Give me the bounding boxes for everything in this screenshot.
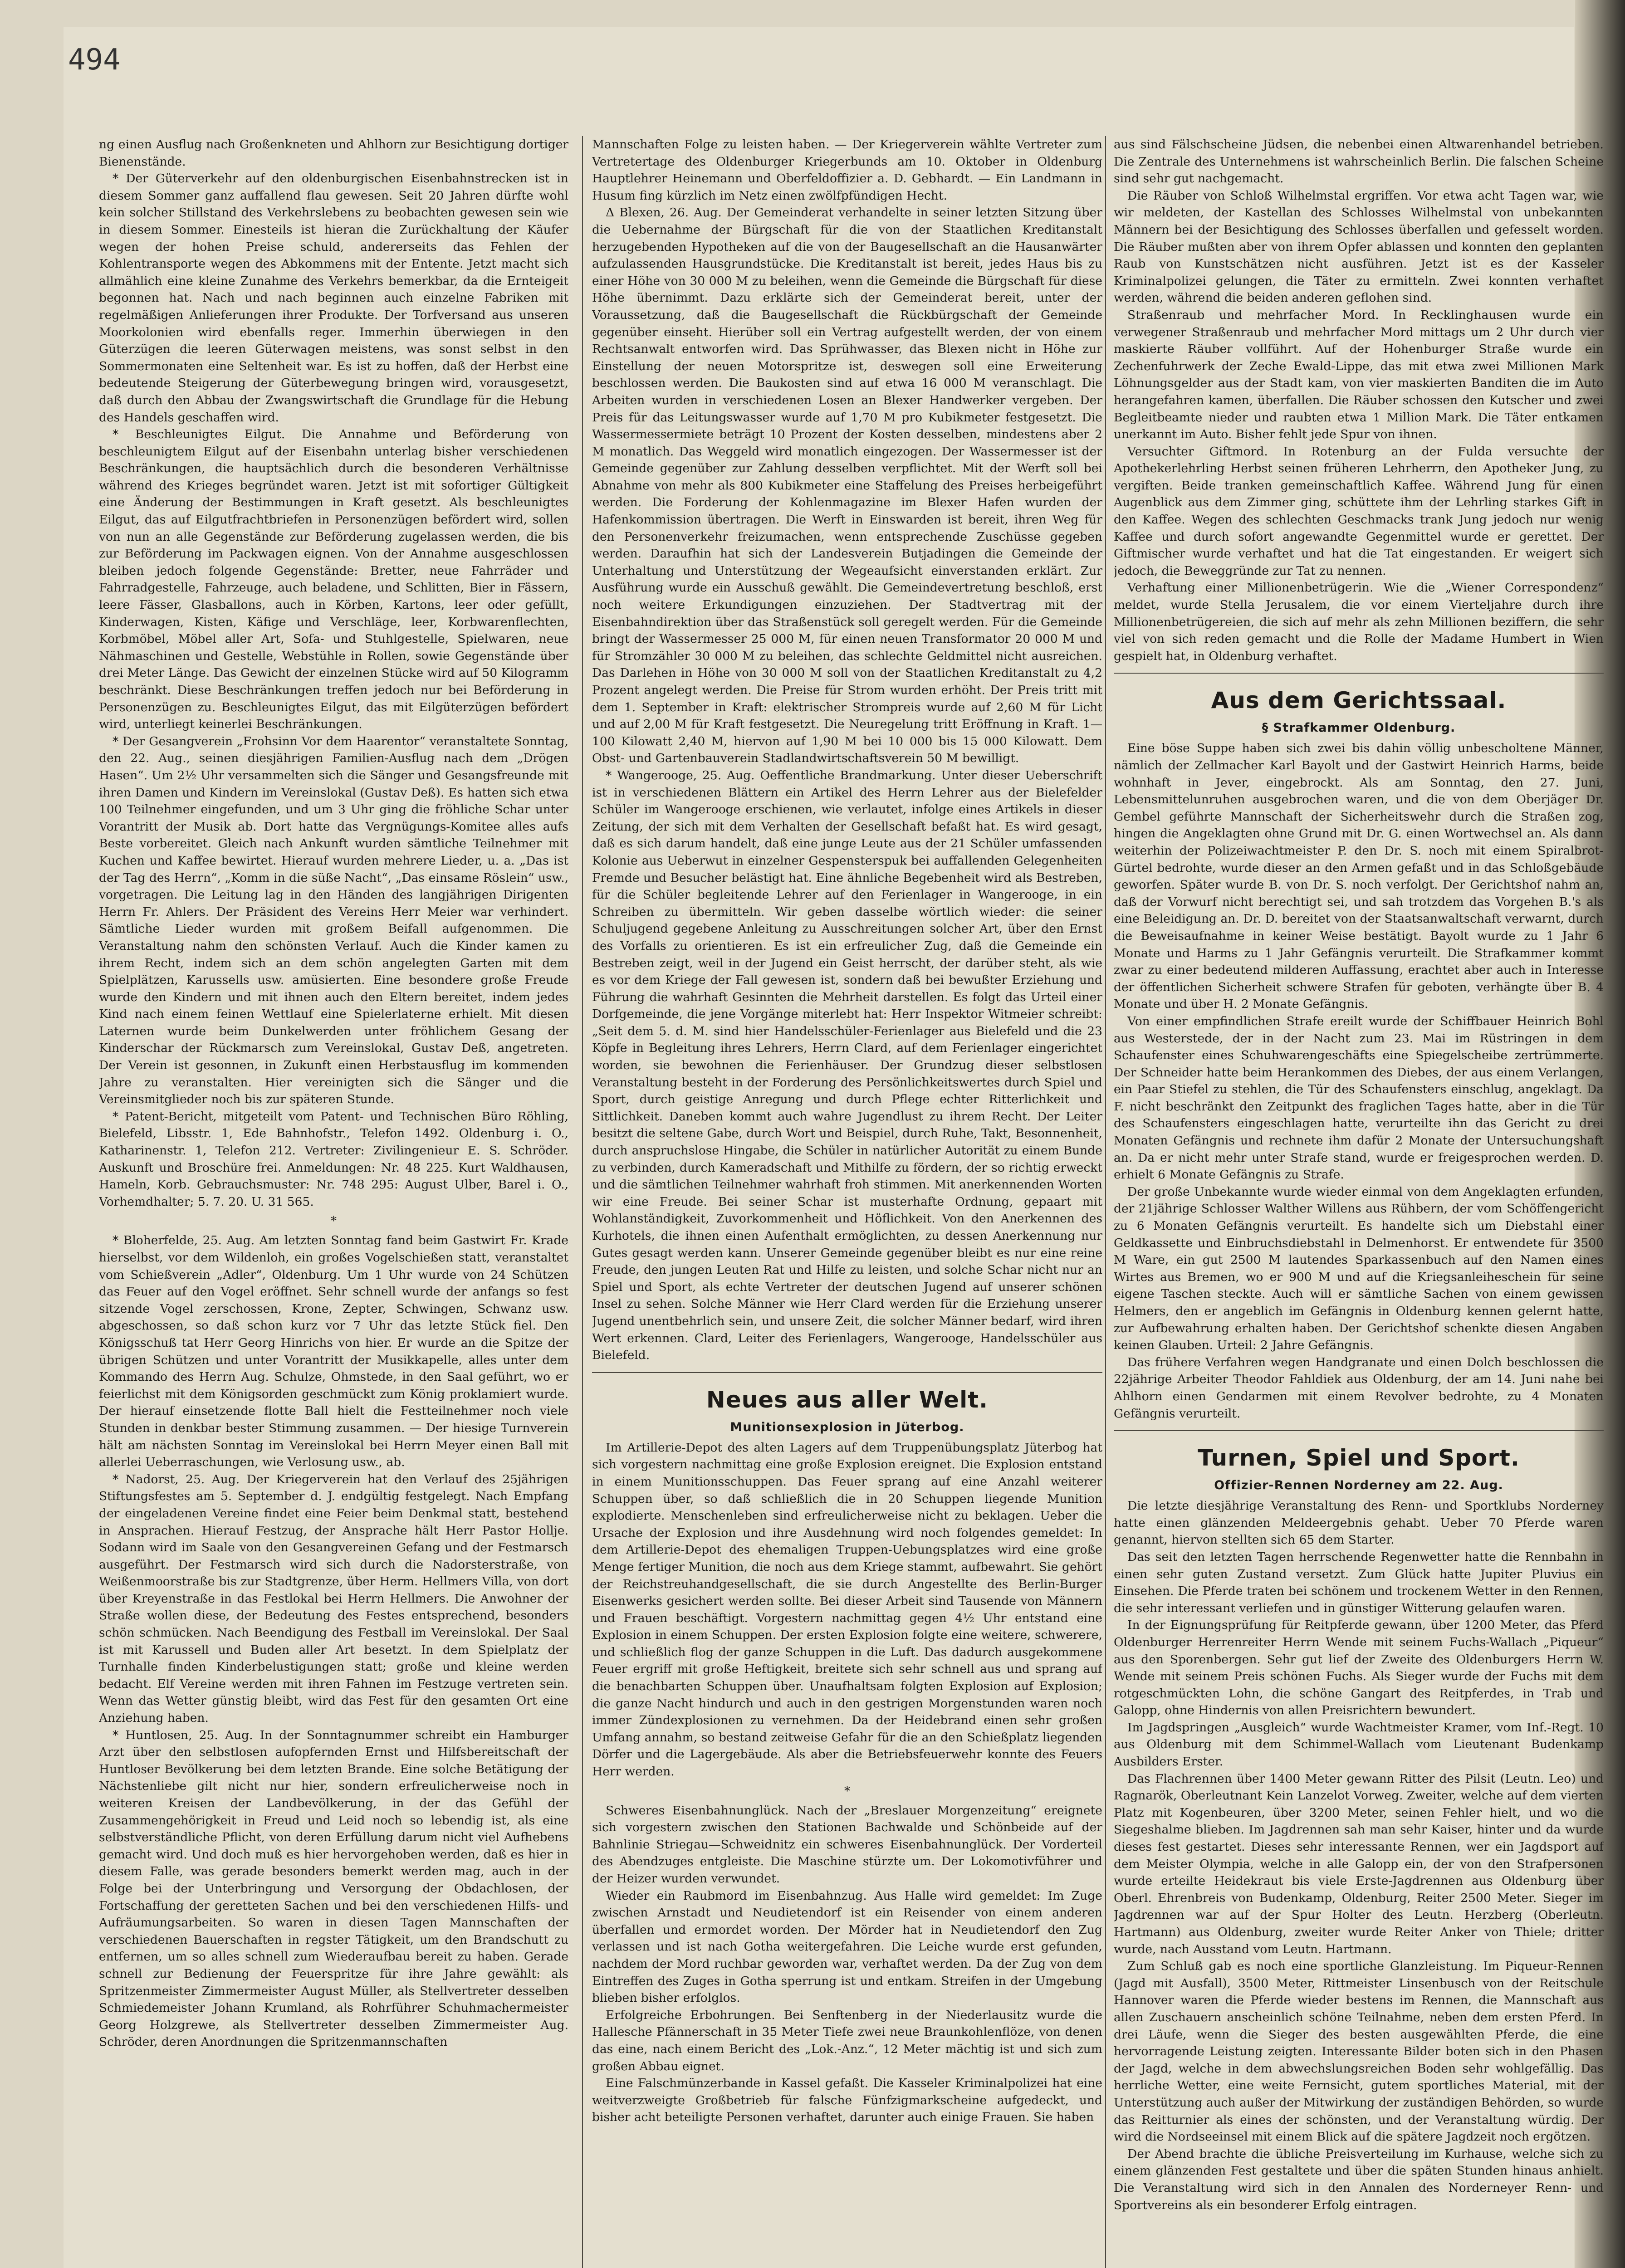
article-paragraph: * Bloherfelde, 25. Aug. Am letzten Sonntag fand beim Gastwirt Fr. Krade hierselbst, vor dem Wildenloh, ein großes Vogelschießen statt, veranstaltet vom Schießverein „Adler“, Oldenburg. Um 1 Uhr wurde von 24 Schützen das Feuer auf den Vogel eröffnet. Sehr schnell wurde der anfangs so fest sitzende Vogel zerschossen, Krone, Zepter, Schwingen, Schwanz usw. abgeschossen, so daß schon kurz vor 7 Uhr das letzte Stück fiel. Den Königsschuß tat Herr Georg Hinrichs von hier. Er wurde an die Spitze der übrigen Schützen und unter Vorantritt der Musikkapelle, alles unter dem Kommando des Herrn Aug. Schulze, Ohmstede, in den Saal geführt, wo er feierlichst mit dem Königsorden geschmückt zum König proklamiert wurde. Der hierauf einsetzende flotte Ball hielt die Festteilnehmer noch viele Stunden in denkbar bester Stimmung zusammen. — Der hiesige Turnverein hält am nächsten Sonntag im Vereinslokal bei Herrn Meyer einen Ball mit allerlei Ueberraschungen, wie Verlosung usw., ab. [99, 1233, 568, 1470]
column-left [99, 136, 568, 2268]
section-separator-star: * [844, 1784, 850, 1798]
section-subheading: § Strafkammer Oldenburg. [1262, 721, 1456, 735]
article-paragraph: Eine Falschmünzerbande in Kassel gefaßt. Die Kasseler Kriminalpolizei hat eine weitverzweigte Großbetrieb für falsche Fünfzigmarkscheine aufgedeckt, und bisher acht beteiligte Personen verhaftet, darunter auch einige Frauen. Sie haben [592, 2076, 1102, 2125]
article-paragraph: Δ Blexen, 26. Aug. Der Gemeinderat verhandelte in seiner letzten Sitzung über die Uebernahme der Bürgschaft für die von der Staatlichen Kreditanstalt herzugebenden Hypotheken auf die von der Baugesellschaft an die Hausanwärter aufzulassenden Hausgrundstücke. Die Kreditanstalt ist bereit, jedes Haus bis zu einer Höhe von 30 000 M zu beleihen, wenn die Gemeinde die Bürgschaft für diese Höhe übernimmt. Dazu erklärte sich der Gemeinderat bereit, unter der Voraussetzung, daß die Baugesellschaft die Rückbürgschaft der Gemeinde gegenüber einseht. Hierüber soll ein Vertrag aufgestellt werden, der von einem Rechtsanwalt entworfen wird. Das Sprühwasser, das Blexen nicht in Höhe zur Einstellung der neuen Motorspritze ist, deswegen soll eine Erweiterung beschlossen werden. Die Baukosten sind auf etwa 16 000 M veranschlagt. Die Arbeiten wurden in verschiedenen Losen an Blexer Handwerker vergeben. Der Preis für das Leitungswasser wurde auf 1,70 M pro Kubikmeter festgesetzt. Die Wassermessermiete beträgt 10 Prozent der Kosten desselben, mindestens aber 2 M monatlich. Das Weggeld wird monatlich eingezogen. Der Wassermesser ist der Gemeinde gegenüber zur Zahlung desselben verpflichtet. Mit der Werft soll bei Abnahme von mehr als 800 Kubikmeter eine Staffelung des Preises herbeigeführt werden. Die Forderung der Kohlenmagazine im Blexer Hafen wurden der Hafenkommission übertragen. Die Werft in Einswarden ist bereit, ihren Weg für den Personenverkehr freizumachen, wenn entsprechende Zuschüsse gegeben werden. Daraufhin hat sich der Landesverein Butjadingen die Gemeinde der Unterhaltung und Unterstützung der Wegeaufsicht einverstanden erklärt. Zur Ausführung wurde ein Ausschuß gewählt. Die Gemeindevertretung beschloß, erst noch weitere Erkundigungen einzuziehen. Der Stadtvertrag mit der Eisenbahndirektion über das Straßenstück soll geregelt werden. Für die Gemeinde bringt der Wassermesser 25 000 M, für einen neuen Transformator 20 000 M und für Stromzähler 30 000 M zu beleihen, das schlechte Geldmittel nicht ausreichen. Das Darlehen in Höhe von 30 000 M soll von der Staatlichen Kreditanstalt zu 4,2 Prozent angelegt werden. Die Preise für Strom wurden erhöht. Der Preis tritt mit dem 1. September in Kraft: elektrischer Strompreis wurde auf 2,60 M für Licht und auf 2,00 M für Kraft festgesetzt. Die Neuregelung tritt Eröffnung in Kraft. 1—100 Kilowatt 2,40 M, hiervon auf 1,90 M bei 10 000 bis 15 000 Kilowatt. Dem Obst- und Gartenbauverein Stadlandwirtschaftsverein 50 M bewilligt. [592, 205, 1102, 766]
section-separator-star: * [331, 1214, 337, 1228]
article-paragraph: In der Eignungsprüfung für Reitpferde gewann, über 1200 Meter, das Pferd Oldenburger Herrenreiter Herrn Wende mit seinem Fuchs-Wallach „Piqueur“ aus den Sporenbergen. Sehr gut lief der Zweite des Oldenburgers Herrn W. Wende mit seinem Preis schönen Fuchs. Als Sieger wurde der Fuchs mit dem rotgeschmückten Lohn, die schöne Gangart des Reitpferdes, in Trab und Galopp, ohne Hindernis von allen Preisrichtern bewundert. [1114, 1618, 1604, 1718]
article-paragraph: * Wangerooge, 25. Aug. Oeffentliche Brandmarkung. Unter dieser Ueberschrift ist in verschiedenen Blättern ein Artikel des Herrn Lehrer aus der Bielefelder Schüler im Wangerooge erschienen, wie verlautet, infolge eines Artikels in dieser Zeitung, der sich mit dem Verhalten der Gesellschaft befaßt hat. Es wird gesagt, daß es sich darum handelt, daß eine junge Leute aus der 21 Schüler umfassenden Kolonie aus Ueberwut in einzelner Gespensterspuk bei auffallenden Gelegenheiten Fremde und Besucher belästigt hat. Eine ähnliche Begebenheit wird als Bestreben, für die Schüler begleitende Lehrer auf den Ferienlager in Wangerooge, in ein Schreiben zu übermitteln. Wir geben dasselbe wörtlich wieder: die seiner Schuljugend gegebene Anleitung zu Ausschreitungen solcher Art, über den Ernst des Vorfalls zu orientieren. Es ist ein erfreulicher Zug, daß die Gemeinde ein Bestreben zeigt, weil in der Jugend ein Geist herrscht, der darüber steht, als wie es vor dem Kriege der Fall gewesen ist, sondern daß bei bewußter Erziehung und Führung die wahrhaft Gesinnten die Mehrheit darstellen. Es folgt das Urteil einer Dorfgemeinde, die jene Vorgänge miterlebt hat: Herr Inspektor Witmeier schreibt: „Seit dem 5. d. M. sind hier Handelsschüler-Ferienlager aus Bielefeld und die 23 Köpfe in Begleitung ihres Lehrers, Herrn Clard, auf dem Ferienlager eingerichtet worden, sie bewohnen die Ferienhäuser. Der Grundzug dieser selbstlosen Veranstaltung besteht in der Forderung des Persönlichkeitswertes durch Spiel und Sport, durch geistige Anregung und durch Pflege echter Ritterlichkeit und Sittlichkeit. Daneben kommt auch wahre Jugendlust zu ihrem Recht. Der Leiter besitzt die seltene Gabe, durch Wort und Beispiel, durch Ruhe, Takt, Besonnenheit, durch anspruchslose Hingabe, die Schüler in natürlicher Autorität zu einem Bunde zu verbinden, durch Kameradschaft und Mithilfe zu fördern, der so richtig erweckt und die sämtlichen Teilnehmer wahrhaft froh stimmen. Mit anerkennenden Worten wir eine Freude. Bei seiner Schar ist musterhafte Ordnung, gepaart mit Wohlanständigkeit, Zuvorkommenheit und Höflichkeit. Von den Anerkennen des Kurhotels, die ihnen einen Aufenthalt ermöglichten, zu dessen Anerkennung nur Gutes gesagt werden kann. Unserer Gemeinde gegenüber bleibt es nur eine reine Freude, den jungen Leuten Rat und Hilfe zu leisten, und solche Schar nicht nur an Spiel und Sport, als echte Vertreter der deutschen Jugend auf unserer schönen Insel zu sehen. Solche Männer wie Herr Clard werden für die Erziehung unserer Jugend unentbehrlich sein, und unsere Zeit, die solcher Männer bedarf, wird ihren Wert erkennen. Clard, Leiter des Ferienlagers, Wangerooge, Handelsschüler aus Bielefeld. [592, 768, 1102, 1363]
article-paragraph: * Der Gesangverein „Frohsinn Vor dem Haarentor“ veranstaltete Sonntag, den 22. Aug., seinen diesjährigen Familien-Ausflug nach dem „Drögen Hasen“. Um 2½ Uhr versammelten sich die Sänger und Gesangsfreunde mit ihren Damen und Kindern im Vereinslokal (Gustav Deß). Es hatten sich etwa 100 Teilnehmer eingefunden, und um 3 Uhr ging die fröhliche Schar unter Vorantritt der Musik ab. Dort hatte das Vergnügungs-Komitee alles aufs Beste vorbereitet. Gleich nach Ankunft wurden sämtliche Teilnehmer mit Kuchen und Kaffee bewirtet. Hierauf wurden mehrere Lieder, u. a. „Das ist der Tag des Herrn“, „Komm in die süße Nacht“, „Das einsame Röslein“ usw., vorgetragen. Die Leitung lag in den Händen des langjährigen Dirigenten Herrn Fr. Ahlers. Der Präsident des Vereins Herr Meier war verhindert. Sämtliche Lieder wurden mit großem Beifall aufgenommen. Die Veranstaltung nahm den schönsten Verlauf. Auch die Kinder kamen zu ihrem Recht, indem sich an dem schön angelegten Garten mit dem Spielplätzen, Karussells usw. amüsierten. Eine besondere große Freude wurde den Kindern und mit ihnen auch den Eltern bereitet, indem jedes Kind nach einem feinen Wettlauf eine Spielerlaterne erhielt. Mit diesen Laternen wurde beim Dunkelwerden unter fröhlichem Gesang der Kinderschar der Rückmarsch zum Vereinslokal, Gustav Deß, angetreten. Der Verein ist gesonnen, in Zukunft einen Herbstausflug im kommenden Jahre zu veranstalten. Hier vereinigten sich die Sänger und die Vereinsmitglieder noch bis zur späteren Stunde. [99, 734, 568, 1107]
article-paragraph: Erfolgreiche Erbohrungen. Bei Senftenberg in der Niederlausitz wurde die Hallesche Pfännerschaft in 35 Meter Tiefe zwei neue Braunkohlenflöze, von denen das eine, nach einem Bericht des „Lok.-Anz.“, 12 Meter mächtig ist und sich zum großen Abbau eignet. [592, 2008, 1102, 2073]
article-paragraph: Im Jagdspringen „Ausgleich“ wurde Wachtmeister Kramer, vom Inf.-Regt. 10 aus Oldenburg mit dem Schimmel-Wallach vom Lieutenant Budenkamp Ausbilders Erster. [1114, 1720, 1604, 1769]
article-paragraph: * Patent-Bericht, mitgeteilt vom Patent- und Technischen Büro Röhling, Bielefeld, Libsstr. 1, Ede Bahnhofstr., Telefon 1492. Oldenburg i. O., Katharinenstr. 1, Telefon 212. Vertreter: Zivilingenieur E. S. Schröder. Auskunft und Broschüre frei. Anmeldungen: Nr. 48 225. Kurt Waldhausen, Hameln, Korb. Gebrauchsmuster: Nr. 748 295: August Ulber, Barel i. O., Vorhemdhalter; 5. 7. 20. U. 31 565. [99, 1109, 568, 1209]
article-paragraph: ng einen Ausflug nach Großenkneten und Ahlhorn zur Besichtigung dortiger Bienenstände. [99, 137, 568, 169]
section-rule [1114, 673, 1604, 674]
article-paragraph: Der große Unbekannte wurde wieder einmal von dem Angeklagten erfunden, der 21jährige Schlosser Walther Willens aus Rühbern, der vom Schöffengericht zu 6 Monaten Gefängnis verurteilt. Es handelte sich um Diebstahl einer Geldkassette und Einbruchsdiebstahl in Delmenhorst. Er entwendete für 3500 M Ware, ein gut 2500 M lautendes Sparkassenbuch auf den Namen eines Wirtes aus Bremen, wo er 900 M und auf die Kriegsanleiheschein für seine eigene Taschen steckte. Auch will er sämtliche Sachen von einem gewissen Helmers, den er angeblich im Gefängnis in Oldenburg kennen gelernt hatte, zur Aufbewahrung erhalten haben. Der Gerichtshof schenkte diesen Angaben keinen Glauben. Urteil: 2 Jahre Gefängnis. [1114, 1184, 1604, 1353]
section-subheading: Munitionsexplosion in Jüterbog. [730, 1420, 964, 1434]
article-paragraph: * Huntlosen, 25. Aug. In der Sonntagnummer schreibt ein Hamburger Arzt über den selbstlosen aufopfernden Ernst und Hilfsbereitschaft der Huntloser Bevölkerung bei dem letzten Brande. Eine solche Betätigung der Nächstenliebe gilt nicht nur hier, sondern erfreulicherweise noch in weiteren Kreisen der Landbevölkerung, in der das Gefühl der Zusammengehörigkeit in Freud und Leid noch so lebendig ist, als eine selbstverständliche Pflicht, von deren Erfüllung darum nicht viel Aufhebens gemacht wird. Und doch muß es hier hervorgehoben werden, daß es hier in diesem Falle, was gerade besonders bemerkt werden mag, auch in der Folge bei der Unterbringung und Versorgung der Obdachlosen, der Fortschaffung der geretteten Sachen und bei den verschiedenen Hilfs- und Aufräumungsarbeiten. So waren in diesen Tagen Mannschaften der verschiedenen Bauerschaften in regster Tätigkeit, um den Brandschutt zu entfernen, um so alles schnell zum Wiederaufbau bereit zu haben. Gerade schnell zur Bedienung der Feuerspritze für ihre Jahre gewählt: als Spritzenmeister Zimmermeister August Müller, als Stellvertreter desselben Schmiedemeister Johann Krumland, als Rohrführer Schuhmachermeister Georg Holzgrewe, als Stellvertreter desselben Zimmermeister Aug. Schröder, deren Anordnungen die Spritzenmannschaften [99, 1728, 568, 2049]
article-paragraph: Zum Schluß gab es noch eine sportliche Glanzleistung. Im Piqueur-Rennen (Jagd mit Ausfall), 3500 Meter, Rittmeister Linsenbusch von der Reitschule Hannover waren die Pferde wieder bestens im Rennen, die Mannschaft aus allen Zuschauern anscheinlich schöne Teilnahme, neben dem ersten Pferd. In drei Läufe, wenn die Sieger des besten ausgewählten Pferde, die eine hervorragende Leistung zeigten. Interessante Bilder boten sich in den Phasen der Jagd, welche in dem abwechslungsreichen Boden sehr wohlgefällig. Das herrliche Wetter, eine weite Fernsicht, gutem sportliches Material, mit der Unterstützung auch außer der Mitwirkung der zuständigen Behörden, so wurde das Reitturnier als eines der schönsten, und der Veranstaltung würdig. Der wird die Nordseeinsel mit einem Blick auf die spätere Jagdzeit noch ergötzen. [1114, 1959, 1604, 2144]
section-rule [592, 1372, 1102, 1373]
article-paragraph: Versuchter Giftmord. In Rotenburg an der Fulda versuchte der Apothekerlehrling Herbst seinen früheren Lehrherrn, den Apotheker Jung, zu vergiften. Beide tranken gemeinschaftlich Kaffee. Während Jung für einen Augenblick aus dem Zimmer ging, schüttete ihm der Lehrling starkes Gift in den Kaffee. Wegen des schlechten Geschmacks trank Jung jedoch nur wenig Kaffee und durch sofort angewandte Gegenmittel wurde er gerettet. Der Giftmischer wurde verhaftet und hat die Tat eingestanden. Er weigert sich jedoch, die Beweggründe zur Tat zu nennen. [1114, 444, 1604, 578]
article-paragraph: aus sind Fälschscheine Jüdsen, die nebenbei einen Altwarenhandel betrieben. Die Zentrale des Unternehmens ist wahrscheinlich Berlin. Die falschen Scheine sind sehr gut nachgemacht. [1114, 137, 1604, 186]
column-divider [1105, 136, 1106, 2268]
column-right [1114, 136, 1604, 2268]
article-paragraph: Das Flachrennen über 1400 Meter gewann Ritter des Pilsit (Leutn. Leo) und Ragnarök, Oberleutnant Kein Lanzelot Vorweg. Zweiter, welche auf dem vierten Platz mit Kogenbeuren, über 3200 Meter, seinen Fehler hielt, und wo die Siegeshalme blieben. Im Jagdrennen sah man sehr Kaiser, hinter und da wurde dieses fest gestartet. Dieses sehr interessante Rennen, wer ein Jagdsport auf dem Meister Olympia, welche in alle Galopp ein, der von den Strafpersonen wurde erteilte Heidekraut bis viele Erste-Jagdrennen aus Oldenburg über Oberl. Ehrenbreis von Budenkamp, Oldenburg, Reiter 2500 Meter. Sieger im Jagdrennen war auf der Spur Holter des Leutn. Herzberg (Oberleutn. Hartmann) aus Oldenburg, zweiter wurde Reiter Anker von Thiele; dritter wurde, nach Ausstand vom Leutn. Hartmann. [1114, 1771, 1604, 1956]
article-paragraph: Mannschaften Folge zu leisten haben. — Der Kriegerverein wählte Vertreter zum Vertretertage des Oldenburger Kriegerbunds am 10. Oktober in Oldenburg Hauptlehrer Heinemann und Oberfeldoffizier a. D. Gebhardt. — Ein Landmann in Husum fing kürzlich im Netz einen zwölfpfündigen Hecht. [592, 137, 1102, 203]
section-heading-sport: Turnen, Spiel und Sport. [1198, 1445, 1520, 1471]
article-paragraph: Von einer empfindlichen Strafe ereilt wurde der Schiffbauer Heinrich Bohl aus Westerstede, der in der Nacht zum 23. Mai im Rüstringen in dem Schaufenster eines Schuhwarengeschäfts eine Spiegelscheibe zertrümmerte. Der Schneider hatte beim Herankommen des Diebes, der aus einem Verlangen, ein Paar Stiefel zu stehlen, die Tür des Schaufensters einschlug, angeklagt. Da F. nicht beschränkt den Zeitpunkt des fraglichen Tages hatte, aber in die Tür des Schaufensters eingeschlagen hatte, verurteilte ihn das Gericht zu drei Monaten Gefängnis und rechnete ihm dafür 2 Monate der Untersuchungshaft an. Da er nicht mehr unter Strafe stand, wurde er freigesprochen werden. D. erhielt 6 Monate Gefängnis zu Strafe. [1114, 1014, 1604, 1182]
article-paragraph: Die letzte diesjährige Veranstaltung des Renn- und Sportklubs Norderney hatte einen glänzenden Meldeergebnis gehabt. Ueber 70 Pferde waren genannt, hiervon stellten sich 65 dem Starter. [1114, 1499, 1604, 1547]
page-number: 494 [68, 43, 121, 77]
article-paragraph: * Nadorst, 25. Aug. Der Kriegerverein hat den Verlauf des 25jährigen Stiftungsfestes am 5. September d. J. endgültig festgelegt. Nach Empfang der eingeladenen Vereine findet eine Feier beim Denkmal statt, bestehend in Ansprachen. Hierauf Festzug, der Ansprache hält Herr Pastor Hollje. Sodann wird im Saale von den Gesangvereinen Gefang und der Festmarsch ausgeführt. Der Festmarsch wird sich durch die Nadorsterstraße, von Weißenmoorstraße bis zur Stadtgrenze, über Herm. Hellmers Villa, von dort über Kreyenstraße in das Festlokal bei Herrn Hellmers. Die Anwohner der Straße wollen diese, der Bedeutung des Festes entsprechend, besonders schön schmücken. Nach Beendigung des Festball im Vereinslokal. Der Saal ist mit Karussell und Buden aller Art besetzt. In dem Spielplatz der Turnhalle finden Kinderbelustigungen statt; große und kleine werden bedacht. Elf Vereine werden mit ihren Fahnen im Festzuge vertreten sein. Wenn das Wetter günstig bleibt, wird das Fest für den gesamten Ort eine Anziehung haben. [99, 1472, 568, 1725]
section-subheading: Offizier-Rennen Norderney am 22. Aug. [1214, 1478, 1503, 1493]
article-paragraph: Eine böse Suppe haben sich zwei bis dahin völlig unbescholtene Männer, nämlich der Zellmacher Karl Bayolt und der Gastwirt Heinrich Harms, beide wohnhaft in Jever, eingebrockt. Als am Sonntag, den 27. Juni, Lebensmittelunruhen ausgebrochen waren, und die von dem Oberjäger Dr. Gembel geführte Mannschaft der Sicherheitswehr durch die Straßen zog, hingen die Angeklagten ohne Grund mit Dr. G. einen Wortwechsel an. Als dann weiterhin der Polizeiwachtmeister P. den Dr. S. noch mit einem Spiralbrot-Gürtel bedrohte, wurde dieser an den Armen gefaßt und in das Schloßgebäude geworfen. Später wurde B. von Dr. S. noch verfolgt. Der Gerichtshof nahm an, daß der Vorwurf nicht berechtigt sei, und sah trotzdem das Vorgehen B.'s als eine Beleidigung an. Dr. D. bereitet von der Staatsanwaltschaft verwarnt, durch die Beweisaufnahme in keiner Weise bestätigt. Bayolt wurde zu 1 Jahr 6 Monate und Harms zu 1 Jahr Gefängnis verurteilt. Die Strafkammer kommt zwar zu einer bedeutend milderen Auffassung, erachtet aber auch in Interesse der öffentlichen Sicherheit schwere Strafen für geboten, verhängte über B. 4 Monate und über H. 2 Monate Gefängnis. [1114, 741, 1604, 1012]
article-paragraph: * Beschleunigtes Eilgut. Die Annahme und Beförderung von beschleunigtem Eilgut auf der Eisenbahn unterlag bisher verschiedenen Beschränkungen, die hauptsächlich durch die besonderen Verhältnisse während des Krieges begründet waren. Jetzt ist mit sofortiger Gültigkeit eine Änderung der Bestimmungen in Kraft gesetzt. Als beschleunigtes Eilgut, das auf Eilgutfrachtbriefen in Personenzügen befördert wird, sollen von nun an alle Gegenstände zur Beförderung zugelassen werden, die bis zur Beförderung im Packwagen eignen. Von der Annahme ausgeschlossen bleiben jedoch folgende Gegenstände: Bretter, neue Fahrräder und Fahrradgestelle, Fahrzeuge, auch beladene, und Schlitten, Bier in Fässern, leere Fässer, Glasballons, auch in Körben, Kartons, leer oder gefüllt, Kinderwagen, Kisten, Käfige und Verschläge, leer, Korbwarenflechten, Korbmöbel, Möbel aller Art, Sofa- und Stuhlgestelle, Spielwaren, neue Nähmaschinen und Gestelle, Webstühle in Rollen, sowie Gegenstände über drei Meter Länge. Das Gewicht der einzelnen Stücke wird auf 50 Kilogramm beschränkt. Diese Beschränkungen treffen jedoch nur bei Beförderung in Personenzügen zu. Beschleunigtes Eilgut, das mit Eilgüterzügen befördert wird, unterliegt keinerlei Beschränkungen. [99, 427, 568, 732]
column-divider [582, 136, 583, 2268]
section-heading-news: Neues aus aller Welt. [706, 1386, 989, 1413]
section-heading-court: Aus dem Gerichtssaal. [1211, 687, 1507, 714]
section-rule [1114, 1430, 1604, 1431]
article-paragraph: * Der Güterverkehr auf den oldenburgischen Eisenbahnstrecken ist in diesem Sommer ganz auffallend flau gewesen. Seit 20 Jahren dürfte wohl kein solcher Stillstand des Verkehrslebens zu beobachten gewesen sein wie in diesem Sommer. Einesteils ist hieran die Zurückhaltung der Käufer wegen der hohen Preise schuld, andererseits das Fehlen der Kohlentransporte wegen des Abkommens mit der Entente. Jetzt macht sich allmählich eine kleine Zunahme des Verkehrs bemerkbar, da die Ernteigeit begonnen hat. Nach und nach beginnen auch einzelne Fabriken mit regelmäßigen Anlieferungen ihrer Produkte. Der Torfversand aus unseren Moorkolonien wird ebenfalls reger. Immerhin überwiegen in den Güterzügen die leeren Güterwagen meistens, was sonst selbst in den Sommermonaten eine Seltenheit war. Es ist zu hoffen, daß der Herbst eine bedeutende Steigerung der Güterbewegung bringen wird, vorausgesetzt, daß durch den Abbau der Zwangswirtschaft die Grundlage für die Hebung des Handels geschaffen wird. [99, 171, 568, 425]
article-paragraph: Wieder ein Raubmord im Eisenbahnzug. Aus Halle wird gemeldet: Im Zuge zwischen Arnstadt und Neudietendorf ist ein Reisender von einem anderen überfallen und ermordet worden. Der Mörder hat in Neudietendorf den Zug verlassen und ist nach Gotha weitergefahren. Die Leiche wurde erst gefunden, nachdem der Mord ruchbar geworden war, verhaftet werden. Da der Zug von dem Eintreffen des Zuges in Gotha sperrung ist und entkam. Streifen in der Umgebung blieben bisher erfolglos. [592, 1888, 1102, 2005]
article-paragraph: Verhaftung einer Millionenbetrügerin. Wie die „Wiener Correspondenz“ meldet, wurde Stella Jerusalem, die vor einem Vierteljahre durch ihre Millionenbetrügereien, die sich auf mehr als zehn Millionen beziffern, die sehr viel von sich reden gemacht und die Rolle der Madame Humbert in Wien gespielt hat, in Oldenburg verhaftet. [1114, 581, 1604, 663]
article-paragraph: Das seit den letzten Tagen herrschende Regenwetter hatte die Rennbahn in einen sehr guten Zustand versetzt. Zum Glück hatte Jupiter Pluvius ein Einsehen. Die Pferde traten bei schönem und trockenem Wetter in den Rennen, die sehr interessant verliefen und in günstiger Witterung gelaufen waren. [1114, 1549, 1604, 1615]
article-paragraph: Das frühere Verfahren wegen Handgranate und einen Dolch beschlossen die 22jährige Arbeiter Theodor Fahldiek aus Oldenburg, der am 14. Juni nahe bei Ahlhorn einen Gendarmen mit einem Revolver bedrohte, zu 4 Monaten Gefängnis verurteilt. [1114, 1355, 1604, 1421]
article-paragraph: Straßenraub und mehrfacher Mord. In Recklinghausen wurde ein verwegener Straßenraub und mehrfacher Mord mittags um 2 Uhr durch vier maskierte Räuber vollführt. Auf der Hohenburger Straße wurde ein Zechenfuhrwerk der Zeche Ewald-Lippe, das mit etwa zwei Millionen Mark Löhnungsgelder aus der Stadt kam, von vier maskierten Banditen die im Auto herangefahren kamen, überfallen. Die Räuber schossen den Kutscher und zwei Begleitbeamte nieder und raubten etwa 1 Million Mark. Die Täter entkamen unerkannt im Auto. Bisher fehlt jede Spur von ihnen. [1114, 308, 1604, 442]
article-paragraph: Die Räuber von Schloß Wilhelmstal ergriffen. Vor etwa acht Tagen war, wie wir meldeten, der Kastellan des Schlosses Wilhelmstal von unbekannten Männern bei der Besichtigung des Schlosses überfallen und gefesselt worden. Die Räuber mußten aber von ihrem Opfer ablassen und konnten den geplanten Raub von Kunstschätzen nicht ausführen. Jetzt ist es der Kasseler Kriminalpolizei gelungen, die Täter zu ermitteln. Zwei konnten verhaftet werden, während die beiden anderen geflohen sind. [1114, 188, 1604, 305]
column-middle [592, 136, 1102, 2268]
article-paragraph: Der Abend brachte die übliche Preisverteilung im Kurhause, welche sich zu einem glänzenden Fest gestaltete und über die späten Stunden hinaus anhielt. Die Veranstaltung wird sich in den Annalen des Norderneyer Renn- und Sportvereins als ein besonderer Erfolg eintragen. [1114, 2146, 1604, 2212]
article-paragraph: Schweres Eisenbahnunglück. Nach der „Breslauer Morgenzeitung“ ereignete sich vorgestern zwischen den Stationen Bachwalde und Schönbeide auf der Bahnlinie Striegau—Schweidnitz ein schweres Eisenbahnunglück. Der Vorderteil des Abendzuges entgleiste. Die Maschine stürzte um. Der Lokomotivführer und der Heizer wurden verwundet. [592, 1803, 1102, 1886]
article-paragraph: Im Artillerie-Depot des alten Lagers auf dem Truppenübungsplatz Jüterbog hat sich vorgestern nachmittag eine große Explosion ereignet. Die Explosion entstand in einem Munitionsschuppen. Das Feuer sprang auf eine Anzahl weiterer Schuppen über, so daß schließlich die in 20 Schuppen liegende Munition explodierte. Menschenleben sind erfreulicherweise nicht zu beklagen. Ueber die Ursache der Explosion und ihre Ausdehnung wird noch folgendes gemeldet: In dem Artillerie-Depot des ehemaligen Truppen-Uebungsplatzes wird eine große Menge fertiger Munition, die noch aus dem Kriege stammt, aufbewahrt. Sie gehört der Reichstreuhandgesellschaft, die sie durch Angestellte des Berlin-Burger Eisenwerks gesichert werden sollte. Bei dieser Arbeit sind Tausende von Männern und Frauen beschäftigt. Vorgestern nachmittag gegen 4½ Uhr entstand eine Explosion in einem Schuppen. Der ersten Explosion folgte eine weitere, schwerere, und schließlich flog der ganze Schuppen in die Luft. Das dadurch ausgekommene Feuer ergriff mit große Heftigkeit, breitete sich sehr schnell aus und sprang auf die benachbarten Schuppen über. Unaufhaltsam folgten Explosion auf Explosion; die ganze Nacht hindurch und auch in den gestrigen Morgenstunden waren noch immer Zündexplosionen zu vernehmen. Da der Heidebrand einen sehr großen Umfang annahm, so bestand zeitweise Gefahr für die an den Schießplatz liegenden Dörfer und die Lagergebäude. Als aber die Betriebsfeuerwehr konnte des Feuers Herr werden. [592, 1440, 1102, 1779]
